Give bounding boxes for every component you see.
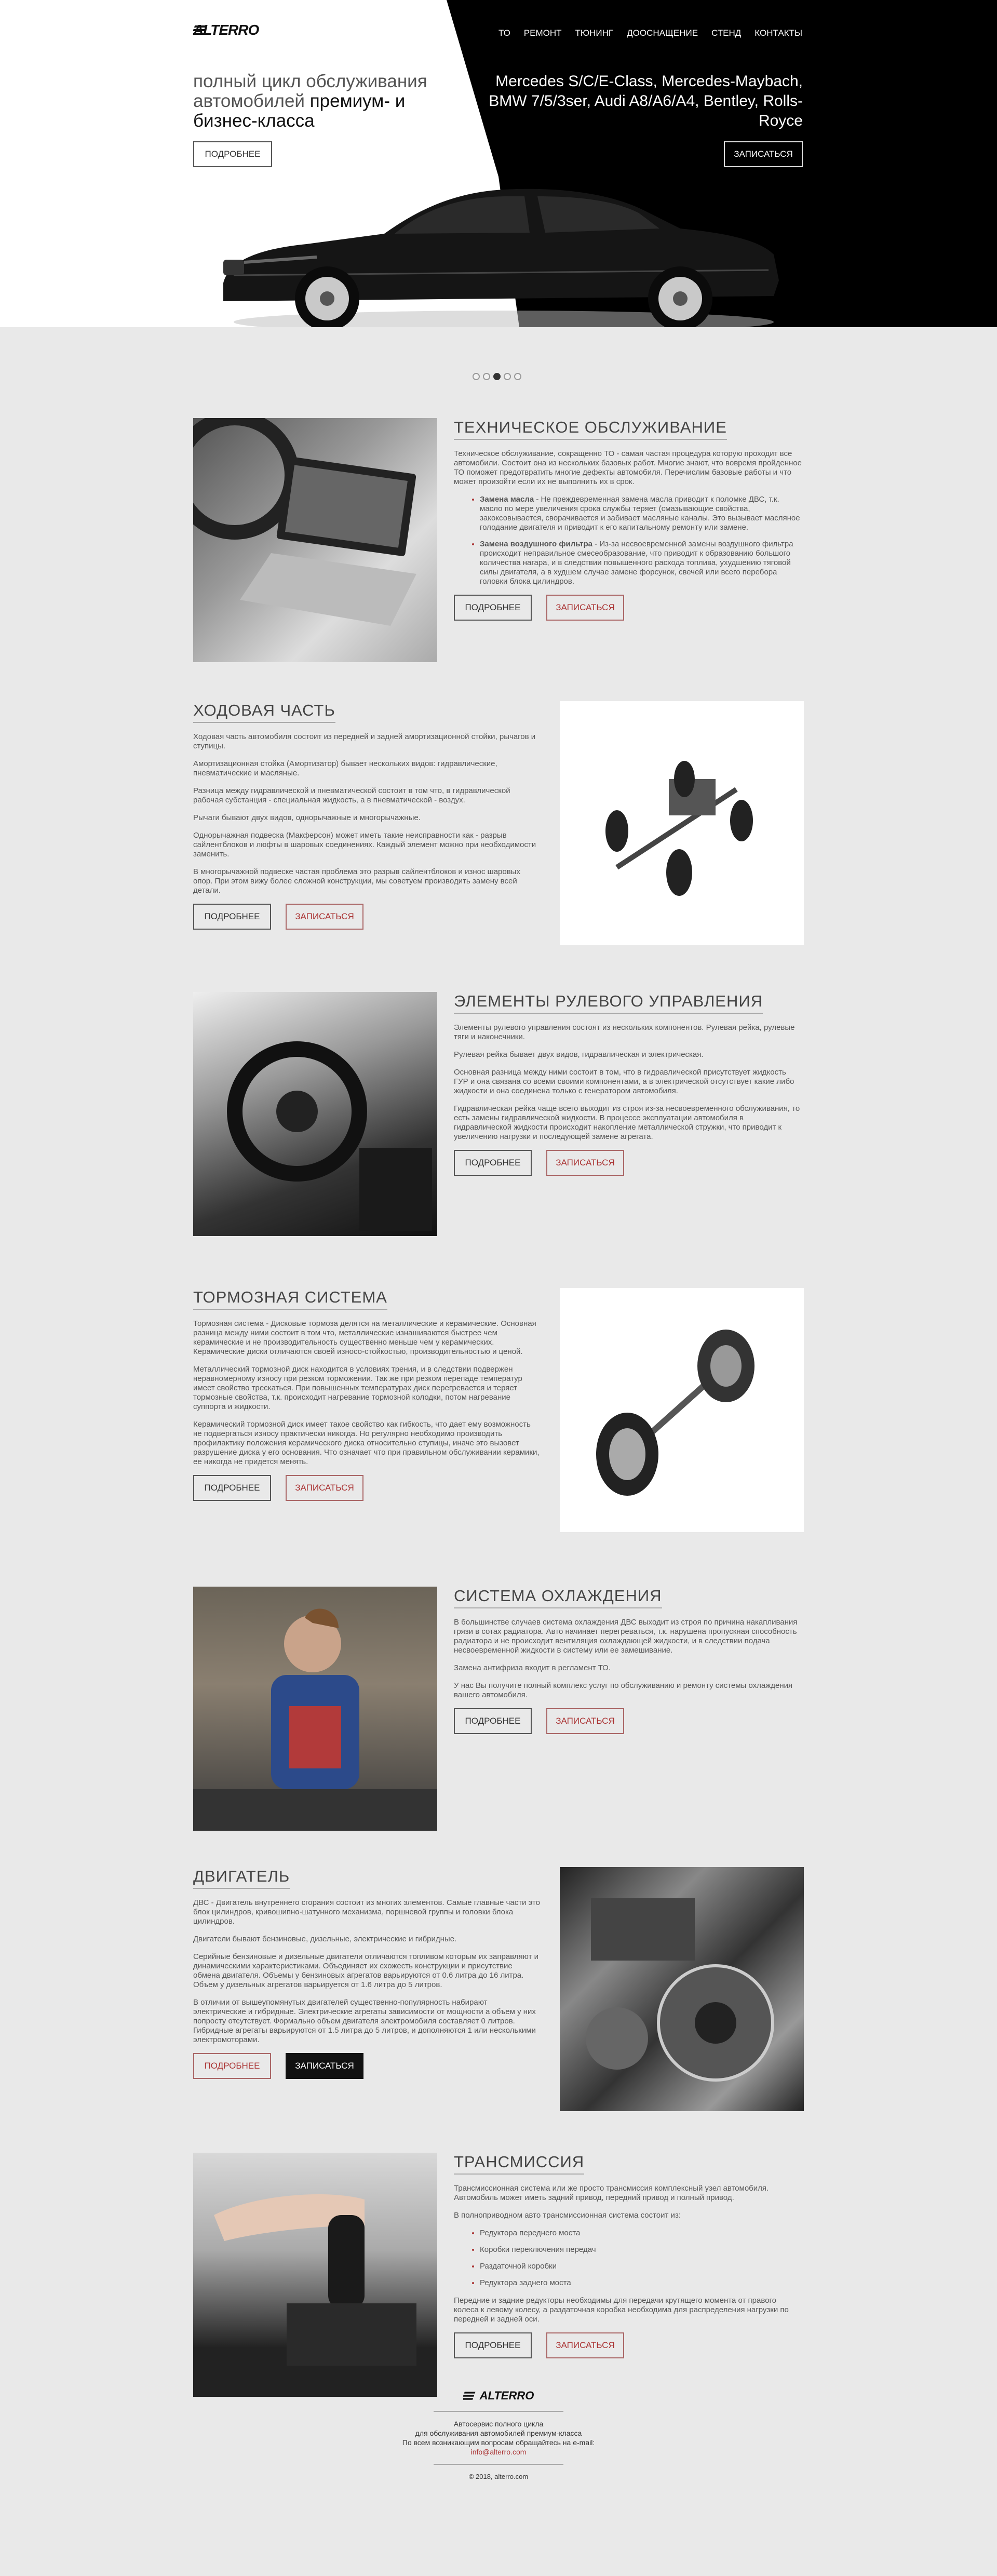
section-chassis (193, 701, 804, 945)
section-maintenance (193, 418, 804, 662)
cooling-image (193, 1587, 437, 1831)
car-image (213, 171, 784, 327)
more-button[interactable]: ПОДРОБНЕЕ (454, 2332, 532, 2358)
chassis-paragraph: В многорычажной подвеске частая проблема это разрыв сайлентблоков и износ шаровых опор. При этом вижу более сложной конструкции, мы советуем производить замену всей детали. (193, 867, 520, 895)
chassis-paragraph: Рычаги бывают двух видов, однорычажные и многорычажные. (193, 813, 421, 822)
engine-text (193, 1867, 541, 2079)
steering-title: ЭЛЕМЕНТЫ РУЛЕВОГО УПРАВЛЕНИЯ (454, 992, 763, 1014)
transmission-paragraph: В полноприводном авто трансмиссионная система состоит из: (454, 2211, 681, 2220)
chassis-title: ХОДОВАЯ ЧАСТЬ (193, 701, 335, 723)
steering-buttons (454, 1150, 802, 1176)
footer-copyright: © 2018, alterro.com (468, 2473, 529, 2480)
section-cooling (193, 1587, 804, 1831)
maintenance-buttons (454, 595, 802, 621)
engine-illustration (560, 1867, 804, 2111)
engine-paragraph: Серийные бензиновые и дизельные двигатели отличаются топливом которым их заправляют и динамическими характеристиками. Объединяет их схожесть конструкции и присутствие обмена двигателя. Объемы у бензиновых агрегатов варьируются от 0.6 литра до 16 литра. Объем у дизельных агрегатов варьируется от 1.6 литра до 5 литров. (193, 1952, 538, 1989)
book-button[interactable]: ЗАПИСАТЬСЯ (546, 1708, 624, 1734)
brakes-buttons (193, 1475, 541, 1501)
brakes-image (560, 1288, 804, 1532)
book-button[interactable]: ЗАПИСАТЬСЯ (286, 1475, 363, 1501)
list-item-bold: Замена масла (480, 495, 534, 504)
laptop-image (193, 418, 437, 662)
slider-dot-5[interactable] (514, 373, 521, 380)
section-engine (193, 1867, 804, 2111)
footer-line: По всем возникающим вопросам обращайтесь на e-mail: (402, 2438, 595, 2447)
cooling-paragraph: У нас Вы получите полный комплекс услуг по обслуживанию и ремонту системы охлаждения вашего автомобиля. (454, 1681, 793, 1699)
steering-paragraph: Элементы рулевого управления состоят из нескольких компонентов. Рулевая рейка, рулевые тяги и наконечники. (454, 1023, 795, 1041)
section-transmission (193, 2153, 804, 2397)
chassis-illustration (560, 701, 804, 945)
cooling-paragraph: В большинстве случаев система охлаждения ДВС выходит из строя по причина накапливания грязи в сотах радиатора. Авто начинает перегреваться, т.к. нарушена пропускная способность радиатора и не происходит вентиляция охлаждающей жидкости, и в следствии подача несвоевременной жидкости в систему или ее замешивание. (454, 1618, 798, 1655)
book-button[interactable]: ЗАПИСАТЬСЯ (546, 595, 624, 621)
book-button[interactable]: ЗАПИСАТЬСЯ (286, 904, 363, 930)
cooling-paragraph: Замена антифриза входит в регламент ТО. (454, 1663, 611, 1672)
more-button[interactable]: ПОДРОБНЕЕ (454, 595, 532, 621)
footer-divider (434, 2411, 563, 2412)
cooling-buttons (454, 1708, 802, 1734)
list-item-bold: Замена воздушного фильтра (480, 540, 592, 548)
book-button[interactable]: ЗАПИСАТЬСЯ (286, 2053, 363, 2079)
main-nav (498, 28, 802, 38)
hero-banner (0, 0, 997, 327)
brake-assembly-illustration (560, 1288, 804, 1532)
footer-logo-text: ALTERRO (479, 2389, 534, 2402)
hero-title (193, 72, 474, 131)
chassis-paragraph: Амортизационная стойка (Амортизатор) бывает нескольких видов: гидравлические, пневматические и масляные. (193, 759, 497, 777)
transmission-title: ТРАНСМИССИЯ (454, 2153, 584, 2175)
footer-logo[interactable] (0, 2389, 997, 2403)
more-button[interactable]: ПОДРОБНЕЕ (193, 904, 271, 930)
brakes-title: ТОРМОЗНАЯ СИСТЕМА (193, 1288, 387, 1310)
hero-more-button[interactable]: ПОДРОБНЕЕ (193, 141, 272, 167)
footer (0, 2389, 997, 2481)
mechanic-image (193, 1587, 437, 1831)
footer-line: Автосервис полного цикла (453, 2420, 544, 2428)
nav-item-contacts[interactable]: КОНТАКТЫ (755, 28, 802, 38)
maintenance-paragraph: Техническое обслуживание, сокращенно ТО - самая частая процедура которую проходит все автомобили. Состоит она из нескольких базовых работ. Многие знают, что вовремя пройденное ТО поможет предотвратить многие дефекты автомобиля. Перечислим базовые работы и что может произойти если их не выполнить их в срок. (454, 449, 802, 486)
book-button[interactable]: ЗАПИСАТЬСЯ (546, 2332, 624, 2358)
section-brakes (193, 1288, 804, 1532)
section-steering (193, 992, 804, 1236)
engine-buttons (193, 2053, 541, 2079)
chassis-buttons (193, 904, 541, 930)
transmission-buttons (454, 2332, 802, 2358)
footer-divider (434, 2464, 563, 2465)
brakes-paragraph: Керамический тормозной диск имеет такое свойство как гибкость, что дает ему возможность не подвергаться износу практически никогда. Но регулярно необходимо производить профилактику положения керамического диска относительно ступицы, иначе это вызовет разрушение диска у его основания. Что означает что при правильном обслуживании керамики, ее никогда не придется менять. (193, 1420, 540, 1466)
more-button[interactable]: ПОДРОБНЕЕ (193, 1475, 271, 1501)
list-item-text: - Из-за несвоевременной замены воздушного фильтра происходит неправильное смесеобразование, что приводит к образованию большого количества нагара, и в следствии повышенного расхода топлива, ухудшению тяговой силы двигателя, а в худшем случае замене форсунок, свечей или всего перебора головки блока цилиндров. (480, 540, 793, 586)
hero-title-text: полный цикл обслуживания автомобилей (193, 71, 427, 111)
list-item: • Редуктора переднего моста (480, 2229, 802, 2238)
transmission-paragraph: Передние и задние редукторы необходимы для передачи крутящего момента от правого колеса к левому колесу, а раздаточная коробка необходима для распределения нагрузки по передней и задней оси. (454, 2296, 789, 2324)
cooling-text (454, 1587, 802, 1734)
more-button[interactable]: ПОДРОБНЕЕ (454, 1150, 532, 1176)
nav-item-tuning[interactable]: ТЮНИНГ (575, 28, 614, 38)
transmission-list (480, 2229, 802, 2288)
engine-title: ДВИГАТЕЛЬ (193, 1867, 290, 1889)
maintenance-text (454, 418, 802, 621)
slider-dot-4[interactable] (504, 373, 511, 380)
transmission-paragraph: Трансмиссионная система или же просто трансмиссия комплексный узел автомобиля. Автомобиль может иметь задний привод, передний привод и полный привод. (454, 2184, 769, 2202)
nav-item-stand[interactable]: СТЕНД (711, 28, 742, 38)
chassis-paragraph: Ходовая часть автомобиля состоит из передней и задней амортизационной стойки, рычагов и ступицы. (193, 732, 536, 750)
steering-image (193, 992, 437, 1236)
slider-dot-1[interactable] (473, 373, 480, 380)
brakes-paragraph: Металлический тормозной диск находится в условиях трения, и в следствии подвержен неравномерному износу при резком торможении. Так же при резком перепаде температур имеет свойство трескаться. При повышенных температурах диск перегревается и теряет тормозные свойства, т.к. происходит нагревание тормозной колодки, потом нагревание суппорта и жидкости. (193, 1365, 522, 1411)
steering-paragraph: Основная разница между ними состоит в том, что в гидравлической присутствует жидкость ГУР и она связана со всеми своими компонентами, а в электрической отсутствует какие либо жидкости и она соединена только с генератором автомобиля. (454, 1068, 794, 1095)
logo-text: ALTERRO (193, 22, 259, 38)
transmission-image (193, 2153, 437, 2397)
footer-email-link[interactable]: info@alterro.com (470, 2448, 527, 2456)
engine-paragraph: ДВС - Двигатель внутреннего сгорания состоит из многих элементов. Самые главные части это блок цилиндров, кривошипно-шатунного механизма, поршневой группы и головки блока цилиндров. (193, 1898, 540, 1926)
cooling-title: СИСТЕМА ОХЛАЖДЕНИЯ (454, 1587, 662, 1608)
list-item (480, 540, 802, 586)
logo-stripes-icon (463, 2391, 477, 2401)
hero-book-button[interactable]: ЗАПИСАТЬСЯ (724, 141, 803, 167)
chassis-image (560, 701, 804, 945)
nav-item-to[interactable]: ТО (498, 28, 510, 38)
list-item-text: - Не преждевременная замена масла приводит к поломке ДВС, т.к. масло по мере увеличения срока службы теряет (смазывающие свойства, закоксовывается, сворачивается и забивает масляные каналы. Это вызывает масляное голодание двигателя и приводит к его капитальному ремонту или замене. (480, 495, 800, 532)
steering-wheel-image (193, 992, 437, 1236)
list-item (480, 495, 802, 532)
slider-dot-2[interactable] (483, 373, 490, 380)
slider-dots (473, 373, 521, 380)
maintenance-title: ТЕХНИЧЕСКОЕ ОБСЛУЖИВАНИЕ (454, 418, 727, 440)
gear-shift-image (193, 2153, 437, 2397)
chassis-paragraph: Однорычажная подвеска (Макферсон) может иметь такие неисправности как - разрыв сайлентблоков и люфты в шаровых соединениях. Каждый элемент можно при необходимости заменить. (193, 831, 536, 858)
chassis-paragraph: Разница между гидравлической и пневматической состоит в том что, в гидравлической рабочая субстанция - специальная жидкость, а в пневматической - воздух. (193, 786, 510, 804)
brakes-text (193, 1288, 541, 1501)
maintenance-image (193, 418, 437, 662)
engine-paragraph: В отличии от вышеупомянутых двигателей существенно-популярность набирают электрические и гибридные. Электрические агрегаты зависимости от мощности а объем у них попросту отсутствует. Формально объем двигателя электромобиля составляет 0 литров. Гибридные агрегаты варьируются от 1.5 литра до 5 литров, и дополняются 1 или несколькими электромоторами. (193, 1998, 536, 2044)
steering-text (454, 992, 802, 1176)
chassis-text (193, 701, 541, 930)
list-item: • Редуктора заднего моста (480, 2278, 802, 2288)
hero-car-brands: Mercedes S/C/E-Class, Mercedes-Maybach, BMW 7/5/3ser, Audi A8/A6/A4, Bentley, Rolls-Royce (489, 73, 803, 129)
slider-dot-3[interactable] (493, 373, 501, 380)
footer-line: для обслуживания автомобилей премиум-класса (415, 2429, 582, 2437)
list-item: • Коробки переключения передач (480, 2245, 802, 2255)
more-button[interactable]: ПОДРОБНЕЕ (193, 2053, 271, 2079)
book-button[interactable]: ЗАПИСАТЬСЯ (546, 1150, 624, 1176)
steering-paragraph: Рулевая рейка бывает двух видов, гидравлическая и электрическая. (454, 1050, 704, 1059)
hero-title-bold: премиум- и бизнес-класса (193, 91, 406, 131)
nav-item-equipment[interactable]: ДООСНАЩЕНИЕ (627, 28, 698, 38)
nav-item-repair[interactable]: РЕМОНТ (523, 28, 562, 38)
list-item: • Раздаточной коробки (480, 2262, 802, 2271)
steering-paragraph: Гидравлическая рейка чаще всего выходит из строя из-за несвоевременного обслуживания, то есть замены гидравлической жидкости. В процессе эксплуатации автомобиля в гидравлической жидкости происходит накопление металлической стружки, что приводит к увеличению нагрузки и последующей замене агрегата. (454, 1104, 800, 1141)
brakes-paragraph: Тормозная система - Дисковые тормоза делятся на металлические и керамические. Основная разница между ними состоит в том что, металлические изнашиваются быстрее чем керамические и не производительность существенно меньше чем у керамических. Керамические диски отличаются своей износо-стойкостью, производительностью и ценой. (193, 1319, 536, 1356)
maintenance-list (480, 495, 802, 586)
transmission-text (454, 2153, 802, 2358)
engine-paragraph: Двигатели бывают бензиновые, дизельные, электрические и гибридные. (193, 1935, 457, 1943)
more-button[interactable]: ПОДРОБНЕЕ (454, 1708, 532, 1734)
engine-image (560, 1867, 804, 2111)
brand-logo[interactable] (193, 22, 261, 38)
